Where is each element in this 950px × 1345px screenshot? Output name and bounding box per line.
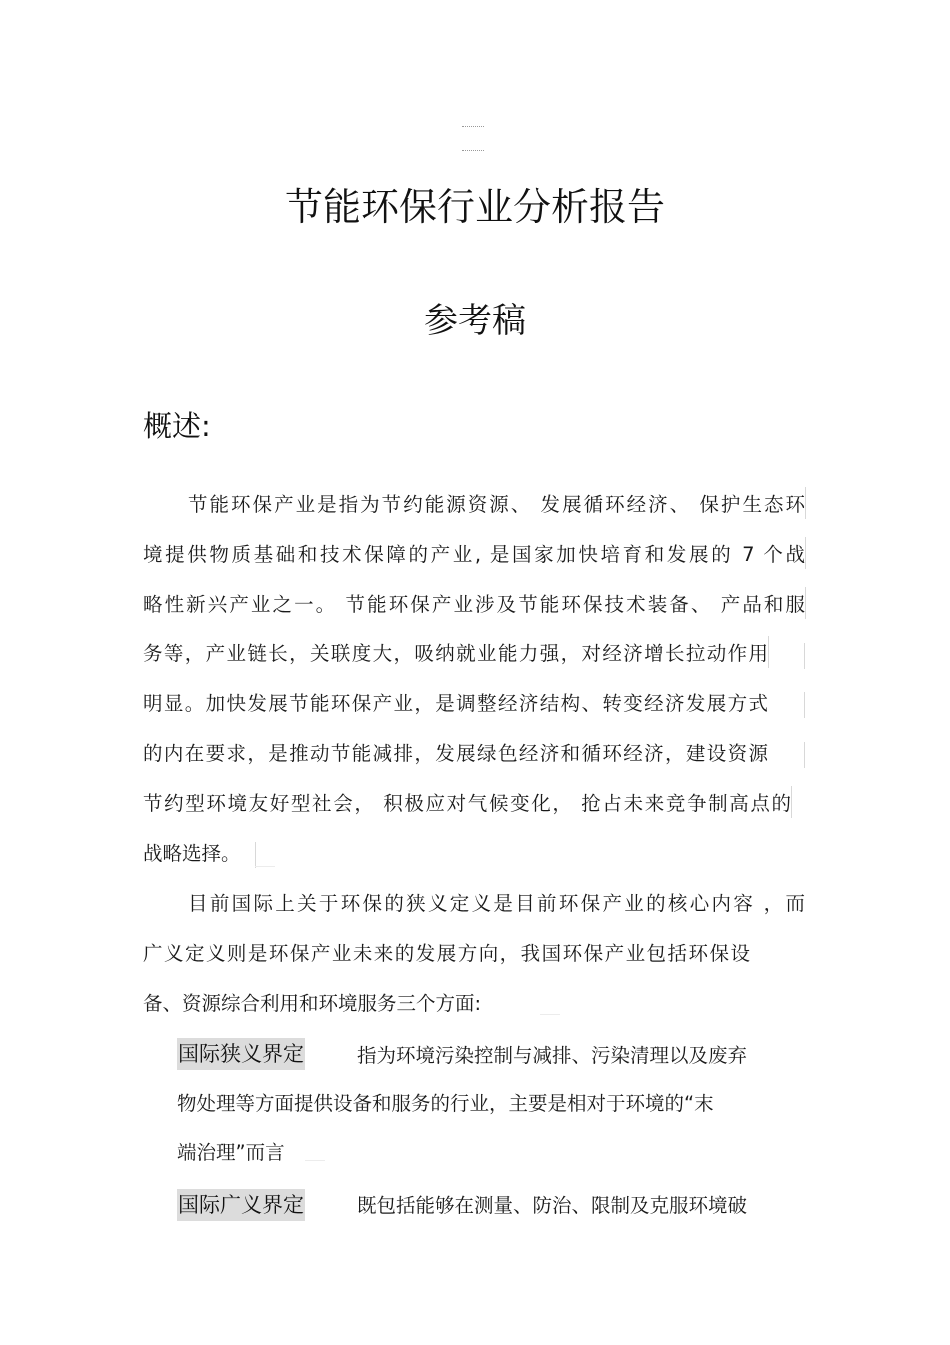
- paragraph1-line: 略性新兴产业之一。 节能环保产业涉及节能环保技术装备、 产品和服: [143, 591, 805, 619]
- definition-line: 物处理等方面提供设备和服务的行业，主要是相对于环境的“末: [177, 1092, 714, 1115]
- margin-bar: [255, 842, 256, 868]
- rule: [540, 1014, 560, 1015]
- rule: [305, 1160, 325, 1161]
- document-subtitle: 参考稿: [424, 301, 526, 341]
- paragraph2-line: 广义定义则是环保产业未来的发展方向，我国环保产业包括环保设: [143, 942, 750, 965]
- margin-bar: [804, 643, 805, 669]
- rule: [255, 866, 275, 867]
- paragraph1-line: 明显。加快发展节能环保产业，是调整经济结构、转变经济发展方式: [143, 692, 768, 715]
- definition-line: 指为环境污染控制与减排、污染清理以及废弃: [357, 1044, 748, 1067]
- header-mark-top: [462, 126, 484, 127]
- definition-label: 国际广义界定: [177, 1189, 305, 1221]
- overview-heading: 概述:: [143, 409, 211, 443]
- definition-line: 既包括能够在测量、防治、限制及克服环境破: [357, 1194, 748, 1217]
- paragraph1-line: 节约型环境友好型社会， 积极应对气候变化， 抢占未来竞争制高点的: [143, 790, 791, 818]
- paragraph1-line: 的内在要求，是推动节能减排，发展绿色经济和循环经济，建设资源: [143, 742, 768, 765]
- paragraph2-line: 备、资源综合利用和环境服务三个方面:: [143, 992, 482, 1015]
- margin-bar: [804, 742, 805, 768]
- margin-bar: [804, 692, 805, 718]
- paragraph1-line: 境提供物质基础和技术保障的产业, 是国家加快培育和发展的 7 个战: [143, 541, 805, 569]
- paragraph1-line: 务等，产业链长，关联度大，吸纳就业能力强，对经济增长拉动作用: [143, 640, 768, 668]
- definition-label: 国际狭义界定: [177, 1038, 305, 1070]
- definition-line: 端治理”而言: [177, 1141, 285, 1164]
- document-title: 节能环保行业分析报告: [284, 185, 665, 229]
- paragraph1-line: 节能环保产业是指为节约能源资源、 发展循环经济、 保护生态环: [188, 491, 805, 519]
- header-mark-bottom: [462, 150, 484, 151]
- paragraph1-line: 战略选择。: [143, 842, 241, 865]
- paragraph2-line: 目前国际上关于环保的狭义定义是目前环保产业的核心内容 ，而: [188, 892, 805, 915]
